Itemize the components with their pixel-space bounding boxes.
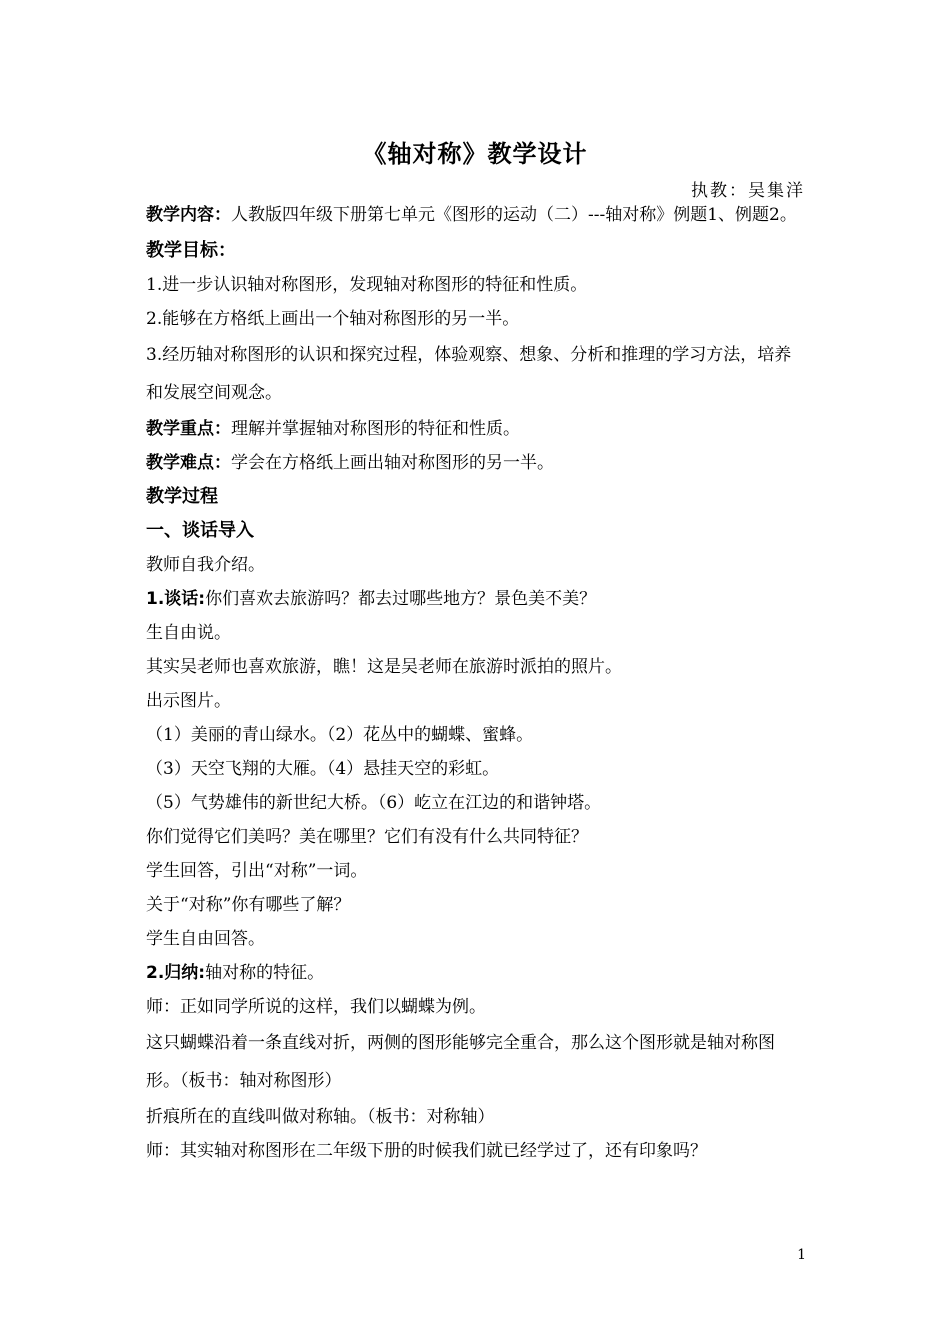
goals-heading: 教学目标： xyxy=(146,240,236,261)
paragraph: 师：正如同学所说的这样，我们以蝴蝶为例。 xyxy=(146,997,486,1017)
goal-item: 2.能够在方格纸上画出一个轴对称图形的另一半。 xyxy=(146,309,520,329)
paragraph: 师：其实轴对称图形在二年级下册的时候我们就已经学过了，还有印象吗？ xyxy=(146,1141,707,1161)
difficulty-label: 教学难点： xyxy=(146,453,231,473)
summary-text: 轴对称的特征。 xyxy=(205,963,325,983)
difficulty-point xyxy=(146,446,808,480)
talk-label: 1.谈话: xyxy=(146,589,206,609)
picture-item: （5）气势雄伟的新世纪大桥。（6）屹立在江边的和谐钟塔。 xyxy=(146,793,602,813)
paragraph: 其实吴老师也喜欢旅游，瞧！这是吴老师在旅游时派拍的照片。 xyxy=(146,657,622,677)
paragraph: 这只蝴蝶沿着一条直线对折，两侧的图形能够完全重合，那么这个图形就是轴对称图形。（板书：轴对称图形） xyxy=(146,1033,775,1091)
key-point-label: 教学重点： xyxy=(146,419,231,439)
teaching-content-text: 人教版四年级下册第七单元《图形的运动（二）---轴对称》例题1、例题2。 xyxy=(231,205,797,225)
paragraph: 教师自我介绍。 xyxy=(146,555,265,575)
paragraph: 出示图片。 xyxy=(146,691,231,711)
goal-item: 3.经历轴对称图形的认识和探究过程，体验观察、想象、分析和推理的学习方法，培养和发展空间观念。 xyxy=(146,345,792,403)
section1-heading: 一、谈话导入 xyxy=(146,520,254,541)
difficulty-text: 学会在方格纸上画出轴对称图形的另一半。 xyxy=(231,453,554,473)
teaching-content xyxy=(146,196,808,234)
paragraph: 你们觉得它们美吗？美在哪里？它们有没有什么共同特征？ xyxy=(146,827,588,847)
talk-paragraph xyxy=(146,582,808,616)
page-number: 1 xyxy=(797,1247,806,1263)
document-title: 《轴对称》教学设计 xyxy=(362,140,588,168)
author-line: 执教：吴集洋 xyxy=(691,181,805,201)
talk-text: 你们喜欢去旅游吗？都去过哪些地方？景色美不美？ xyxy=(205,589,597,609)
process-heading: 教学过程 xyxy=(146,486,218,507)
paragraph: 学生回答，引出“对称”一词。 xyxy=(146,861,368,881)
paragraph: 生自由说。 xyxy=(146,623,231,643)
picture-item: （3）天空飞翔的大雁。（4）悬挂天空的彩虹。 xyxy=(146,759,500,779)
paragraph: 学生自由回答。 xyxy=(146,929,265,949)
goal-item: 1.进一步认识轴对称图形，发现轴对称图形的特征和性质。 xyxy=(146,275,588,295)
document-body xyxy=(146,196,808,1168)
paragraph: 关于“对称”你有哪些了解？ xyxy=(146,895,351,915)
summary-label: 2.归纳: xyxy=(146,963,206,983)
summary-paragraph xyxy=(146,956,808,990)
key-point xyxy=(146,412,808,446)
key-point-text: 理解并掌握轴对称图形的特征和性质。 xyxy=(231,419,520,439)
paragraph: 折痕所在的直线叫做对称轴。（板书：对称轴） xyxy=(146,1107,495,1127)
teaching-content-label: 教学内容： xyxy=(146,205,231,225)
picture-item: （1）美丽的青山绿水。（2）花丛中的蝴蝶、蜜蜂。 xyxy=(146,725,534,745)
